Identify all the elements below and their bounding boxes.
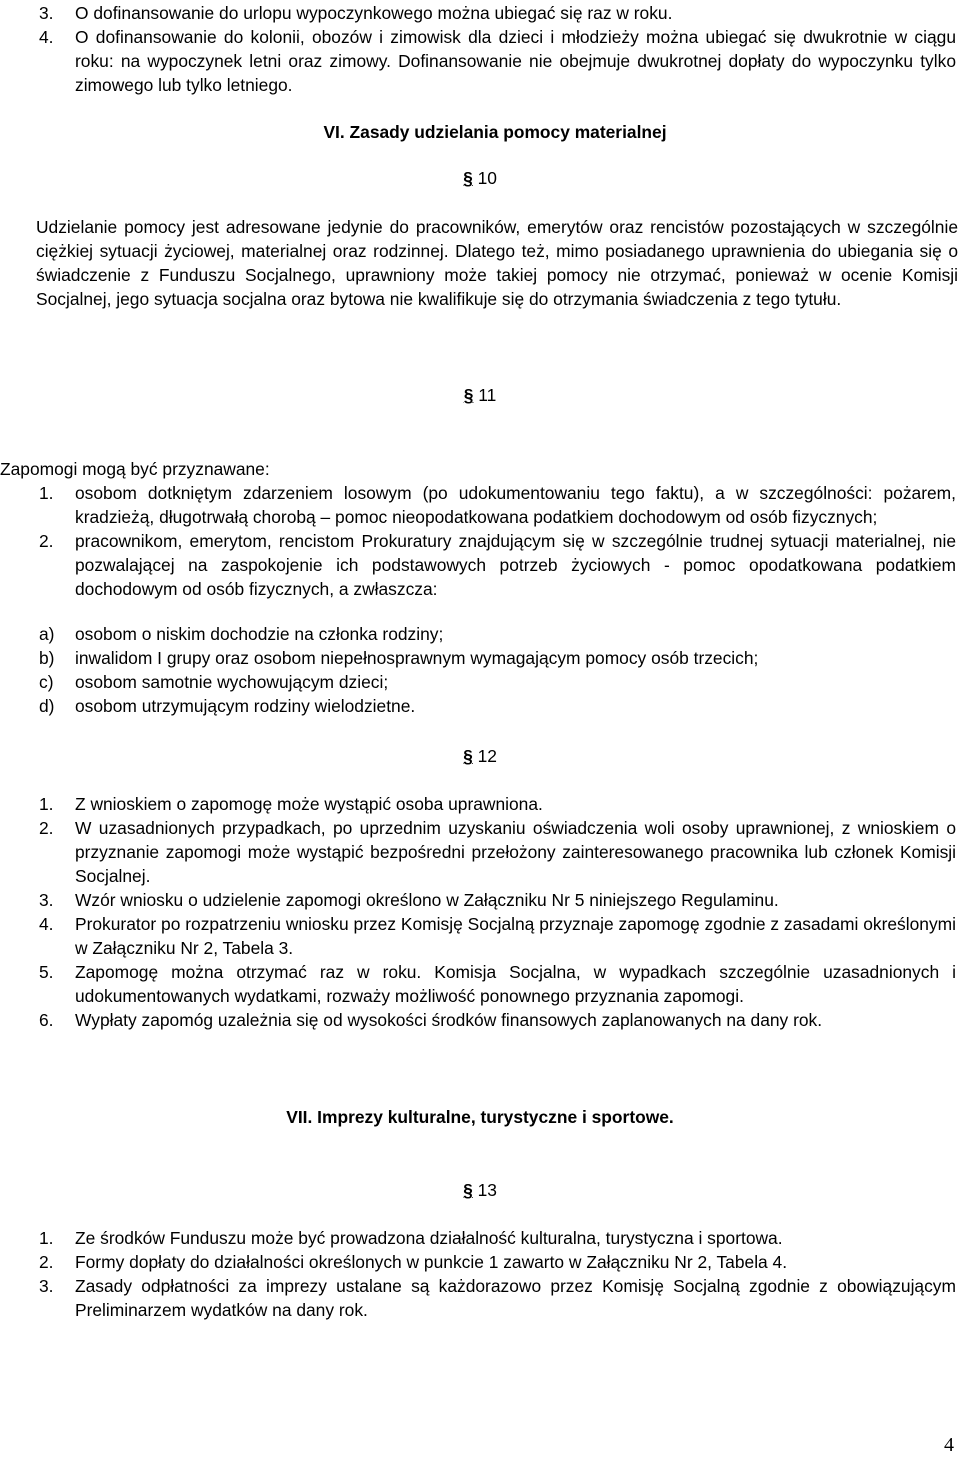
numbered-list <box>0 792 958 1032</box>
list-item-text: osobom o niskim dochodzie na członka rodziny; <box>75 624 444 644</box>
list-item-number: 2. <box>39 1252 54 1272</box>
list-item-number: 6. <box>39 1010 54 1030</box>
section-sign: § <box>463 385 474 405</box>
list-item-number: 3. <box>39 3 54 23</box>
section-number: 13 <box>477 1180 497 1200</box>
list-item-text: inwalidom I grupy oraz osobom niepełnosprawnym wymagającym pomocy osób trzecich; <box>75 648 759 668</box>
list-item-number: 4. <box>39 914 54 934</box>
section-sign: § <box>463 746 473 766</box>
section-mark <box>0 1177 960 1203</box>
list-item <box>0 1008 958 1032</box>
list-item-text: osobom samotnie wychowującym dzieci; <box>75 672 389 692</box>
list-item <box>0 646 958 670</box>
list-item-text: Prokurator po rozpatrzeniu wniosku przez Komisję Socjalną przyznaje zapomogę zgodnie z zasadami określonymi w Załączniku Nr 2, Tabela 3. <box>75 914 956 958</box>
list-item <box>0 1 958 25</box>
list-item-letter: b) <box>39 648 55 668</box>
list-item-text: W uzasadnionych przypadkach, po uprzednim uzyskaniu oświadczenia woli osoby uprawnionej, z wnioskiem o przyznanie zapomogi może wystąpić bezpośredni przełożony zainteresowanego pracownika lub członek Komisji Socjalnej. <box>75 818 956 886</box>
list-item-text: Z wnioskiem o zapomogę może wystąpić osoba uprawniona. <box>75 794 543 814</box>
list-item <box>0 670 958 694</box>
page-number: 4 <box>944 1434 954 1456</box>
list-item-number: 1. <box>39 483 54 503</box>
numbered-list <box>0 481 958 601</box>
section-mark <box>0 165 960 191</box>
section-mark <box>0 743 960 769</box>
section-sign: § <box>463 168 473 188</box>
list-item-letter: a) <box>39 624 55 644</box>
list-item <box>0 792 958 816</box>
list-item-text: Zapomogę można otrzymać raz w roku. Komisja Socjalna, w wypadkach szczególnie uzasadnionych i udokumentowanych wydatkami, rozważy możliwość ponownego przyznania zapomogi. <box>75 962 956 1006</box>
section-sign: § <box>463 1180 473 1200</box>
list-item-text: osobom utrzymującym rodziny wielodzietne. <box>75 696 416 716</box>
list-item-number: 3. <box>39 1276 54 1296</box>
list-item <box>0 622 958 646</box>
list-item-text: Formy dopłaty do działalności określonych w punkcie 1 zawarto w Załączniku Nr 2, Tabela 4. <box>75 1252 788 1272</box>
list-item <box>0 529 958 601</box>
list-item-text: Wzór wniosku o udzielenie zapomogi określono w Załączniku Nr 5 niniejszego Regulaminu. <box>75 890 779 910</box>
section-number: 12 <box>477 746 497 766</box>
numbered-list <box>0 1226 958 1322</box>
list-item-number: 5. <box>39 962 54 982</box>
chapter-heading: VI. Zasady udzielania pomocy materialnej <box>323 122 667 142</box>
list-item <box>0 694 958 718</box>
list-item <box>0 816 958 888</box>
list-item-number: 1. <box>39 794 54 814</box>
list-item-number: 2. <box>39 531 54 551</box>
list-item <box>0 960 958 1008</box>
section-number: 11 <box>478 385 497 405</box>
chapter-heading: VII. Imprezy kulturalne, turystyczne i sportowe. <box>286 1107 674 1127</box>
list-item-number: 4. <box>39 27 54 47</box>
list-item <box>0 25 958 97</box>
list-item <box>0 1250 958 1274</box>
section-intro: Zapomogi mogą być przyznawane: <box>0 459 270 479</box>
list-item <box>0 1274 958 1322</box>
section-number: 10 <box>477 168 497 188</box>
list-item-letter: d) <box>39 696 55 716</box>
list-item-number: 3. <box>39 890 54 910</box>
list-item-letter: c) <box>39 672 54 692</box>
list-item-number: 1. <box>39 1228 54 1248</box>
list-item-text: O dofinansowanie do urlopu wypoczynkowego można ubiegać się raz w roku. <box>75 3 673 23</box>
list-item <box>0 912 958 960</box>
section-mark <box>0 382 960 408</box>
list-item-text: pracownikom, emerytom, rencistom Prokuratury znajdującym się w szczególnie trudnej sytuacji materialnej, nie pozwalającej na zaspokojenie ich podstawowych potrzeb życiowych - pomoc opodatkowana podatkiem dochodowym od osób fizycznych, a zwłaszcza: <box>75 531 956 599</box>
list-item <box>0 1226 958 1250</box>
list-item-text: Wypłaty zapomóg uzależnia się od wysokości środków finansowych zaplanowanych na dany rok. <box>75 1010 823 1030</box>
list-item <box>0 481 958 529</box>
lettered-list <box>0 622 958 718</box>
list-item <box>0 888 958 912</box>
list-item-text: Zasady odpłatności za imprezy ustalane są każdorazowo przez Komisję Socjalną zgodnie z obowiązującym Preliminarzem wydatków na dany rok. <box>75 1276 956 1320</box>
top-list <box>0 1 958 97</box>
list-item-text: osobom dotkniętym zdarzeniem losowym (po udokumentowaniu tego faktu), a w szczególności: pożarem, kradzieżą, długotrwałą chorobą – pomoc nieopodatkowana podatkiem dochodowym od osób fizycznych; <box>75 483 956 527</box>
list-item-text: Ze środków Funduszu może być prowadzona działalność kulturalna, turystyczna i sportowa. <box>75 1228 783 1248</box>
list-item-text: O dofinansowanie do kolonii, obozów i zimowisk dla dzieci i młodzieży można ubiegać się dwukrotnie w ciągu roku: na wypoczynek letni oraz zimowy. Dofinansowanie nie obejmuje dwukrotnej dopłaty do wypoczynku tylko zimowego lub tylko letniego. <box>75 27 956 95</box>
section-paragraph: Udzielanie pomocy jest adresowane jedynie do pracowników, emerytów oraz rencistów pozostających w szczególnie ciężkiej sytuacji życiowej, materialnej oraz rodzinnej. Dlatego też, mimo posiadanego uprawnienia do ubiegania się o świadczenie z Funduszu Socjalnego, uprawniony może takiej pomocy nie otrzymać, ponieważ w ocenie Komisji Socjalnej, jego sytuacja socjalna oraz bytowa nie kwalifikuje się do otrzymania świadczenia z tego tytułu. <box>36 217 958 309</box>
list-item-number: 2. <box>39 818 54 838</box>
